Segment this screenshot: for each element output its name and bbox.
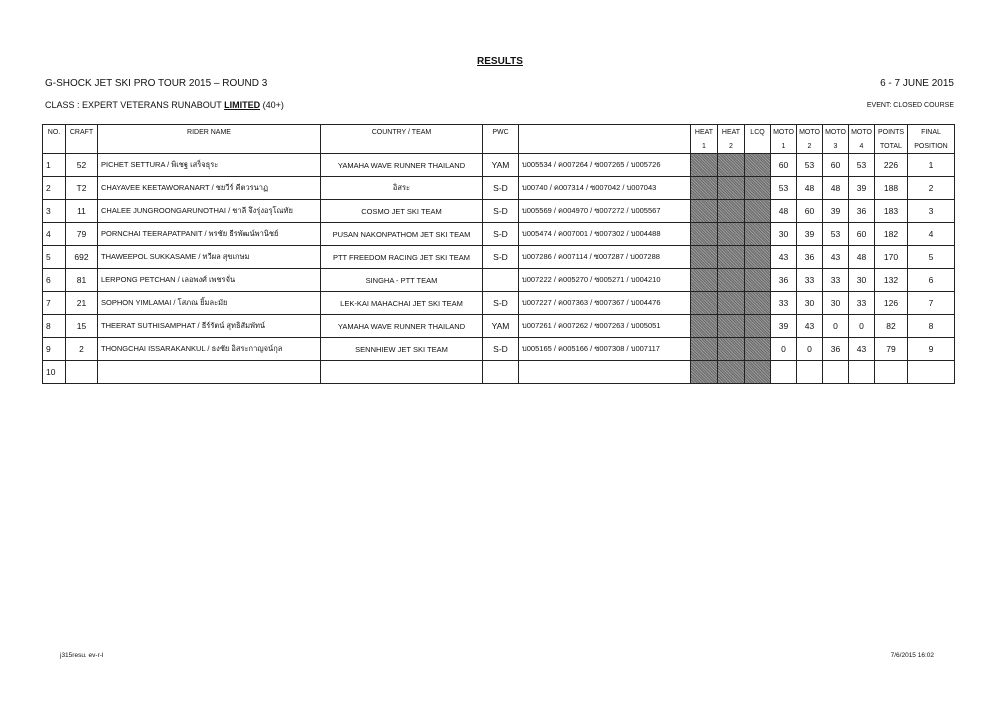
- cell-m1: 33: [771, 292, 797, 315]
- cell-reg: บ005534 / ค007264 / ซ007265 / บ005726: [519, 154, 691, 177]
- cell-hatched: [745, 154, 771, 177]
- col-moto4: MOTO: [849, 125, 875, 140]
- cell-craft: 15: [66, 315, 98, 338]
- cell-m1: [771, 361, 797, 384]
- col-moto2-num: 2: [797, 139, 823, 154]
- cell-craft: 52: [66, 154, 98, 177]
- cell-pwc: S-D: [483, 292, 519, 315]
- cell-no: 4: [43, 223, 66, 246]
- col-heat1: HEAT: [691, 125, 718, 140]
- cell-hatched: [745, 361, 771, 384]
- col-reg: [519, 125, 691, 140]
- event-name: G-SHOCK JET SKI PRO TOUR 2015 – ROUND 3: [45, 78, 268, 89]
- cell-reg: บ007286 / ค007114 / ซ007287 / บ007288: [519, 246, 691, 269]
- cell-m2: 48: [797, 177, 823, 200]
- cell-m4: 48: [849, 246, 875, 269]
- page-title: RESULTS: [477, 56, 523, 67]
- cell-team: LEK-KAI MAHACHAI JET SKI TEAM: [321, 292, 483, 315]
- event-date: 6 - 7 JUNE 2015: [880, 78, 954, 89]
- cell-m2: 36: [797, 246, 823, 269]
- footer-file-code: j315resu. ev-r-l: [60, 652, 104, 659]
- header-row-top: [43, 125, 955, 140]
- cell-reg: [519, 361, 691, 384]
- cell-craft: T2: [66, 177, 98, 200]
- cell-hatched: [745, 177, 771, 200]
- cell-m2: 30: [797, 292, 823, 315]
- cell-no: 1: [43, 154, 66, 177]
- col-moto2: MOTO: [797, 125, 823, 140]
- event-type: EVENT: CLOSED COURSE: [866, 102, 954, 109]
- cell-m4: 53: [849, 154, 875, 177]
- class-prefix: CLASS : EXPERT VETERANS RUNABOUT: [45, 100, 222, 110]
- class-limited: LIMITED: [224, 100, 261, 110]
- cell-team: YAMAHA WAVE RUNNER THAILAND: [321, 315, 483, 338]
- cell-m2: 53: [797, 154, 823, 177]
- cell-rider: CHAYAVEE KEETAWORANART / ชยวีร์ คีตวรนาฏ: [98, 177, 321, 200]
- cell-pos: [908, 361, 955, 384]
- cell-rider: PICHET SETTURA / พิเชฐ เสร็จธุระ: [98, 154, 321, 177]
- cell-reg: บ005165 / ค005166 / ซ007308 / บ007117: [519, 338, 691, 361]
- cell-hatched: [691, 154, 718, 177]
- cell-hatched: [691, 361, 718, 384]
- cell-m4: 39: [849, 177, 875, 200]
- cell-hatched: [691, 246, 718, 269]
- cell-craft: 692: [66, 246, 98, 269]
- cell-craft: 11: [66, 200, 98, 223]
- cell-m3: 39: [823, 200, 849, 223]
- table-row: [43, 292, 955, 315]
- cell-m3: 60: [823, 154, 849, 177]
- table-row: [43, 338, 955, 361]
- header-row-bottom: [43, 139, 955, 154]
- cell-no: 5: [43, 246, 66, 269]
- cell-hatched: [718, 338, 745, 361]
- cell-craft: 81: [66, 269, 98, 292]
- cell-rider: THAWEEPOL SUKKASAME / ทวีผล สุขเกษม: [98, 246, 321, 269]
- cell-m4: 36: [849, 200, 875, 223]
- col-heat2-num: 2: [718, 139, 745, 154]
- col-heat1-num: 1: [691, 139, 718, 154]
- table-row: [43, 246, 955, 269]
- table-row: [43, 154, 955, 177]
- cell-m3: 0: [823, 315, 849, 338]
- cell-m4: 33: [849, 292, 875, 315]
- cell-hatched: [718, 315, 745, 338]
- col-no: NO.: [43, 125, 66, 140]
- table-row: [43, 177, 955, 200]
- cell-m4: 43: [849, 338, 875, 361]
- cell-pwc: YAM: [483, 154, 519, 177]
- cell-m2: [797, 361, 823, 384]
- cell-no: 7: [43, 292, 66, 315]
- cell-pwc: [483, 269, 519, 292]
- cell-total: 170: [875, 246, 908, 269]
- cell-m3: 30: [823, 292, 849, 315]
- cell-hatched: [718, 246, 745, 269]
- cell-rider: PORNCHAI TEERAPATPANIT / พรชัย ธีรพัฒน์พานิชย์: [98, 223, 321, 246]
- cell-team: [321, 361, 483, 384]
- cell-pos: 9: [908, 338, 955, 361]
- cell-craft: 2: [66, 338, 98, 361]
- cell-pos: 6: [908, 269, 955, 292]
- cell-m1: 36: [771, 269, 797, 292]
- footer-timestamp: 7/6/2015 16:02: [890, 652, 934, 659]
- col-team: COUNTRY / TEAM: [321, 125, 483, 140]
- col-total: TOTAL: [875, 139, 908, 154]
- cell-reg: บ00740 / ค007314 / ซ007042 / บ007043: [519, 177, 691, 200]
- cell-m3: 36: [823, 338, 849, 361]
- cell-m2: 39: [797, 223, 823, 246]
- cell-hatched: [718, 200, 745, 223]
- cell-total: 132: [875, 269, 908, 292]
- cell-craft: 79: [66, 223, 98, 246]
- col-final: FINAL: [908, 125, 955, 140]
- cell-m4: [849, 361, 875, 384]
- cell-m3: [823, 361, 849, 384]
- cell-m4: 30: [849, 269, 875, 292]
- class-line: [45, 100, 284, 110]
- cell-total: 226: [875, 154, 908, 177]
- cell-team: SINGHA - PTT TEAM: [321, 269, 483, 292]
- cell-m2: 43: [797, 315, 823, 338]
- cell-hatched: [745, 338, 771, 361]
- cell-no: 8: [43, 315, 66, 338]
- cell-m1: 53: [771, 177, 797, 200]
- cell-m1: 30: [771, 223, 797, 246]
- cell-m2: 33: [797, 269, 823, 292]
- cell-team: COSMO JET SKI TEAM: [321, 200, 483, 223]
- cell-hatched: [718, 177, 745, 200]
- cell-hatched: [691, 223, 718, 246]
- cell-pos: 3: [908, 200, 955, 223]
- cell-hatched: [691, 292, 718, 315]
- cell-hatched: [718, 292, 745, 315]
- cell-pos: 5: [908, 246, 955, 269]
- cell-craft: [66, 361, 98, 384]
- col-pwc: PWC: [483, 125, 519, 140]
- cell-hatched: [718, 269, 745, 292]
- cell-pwc: S-D: [483, 246, 519, 269]
- cell-rider: LERPONG PETCHAN / เลอพงศ์ เพชรจั่น: [98, 269, 321, 292]
- table-row: [43, 200, 955, 223]
- cell-no: 2: [43, 177, 66, 200]
- col-heat2: HEAT: [718, 125, 745, 140]
- cell-reg: บ007261 / ค007262 / ซ007263 / บ005051: [519, 315, 691, 338]
- cell-reg: บ005569 / ค004970 / ซ007272 / บ005567: [519, 200, 691, 223]
- col-craft: CRAFT: [66, 125, 98, 140]
- cell-pos: 8: [908, 315, 955, 338]
- table-row: [43, 269, 955, 292]
- cell-m1: 43: [771, 246, 797, 269]
- cell-no: 3: [43, 200, 66, 223]
- cell-rider: SOPHON YIMLAMAI / โสภณ ยิ้มละมัย: [98, 292, 321, 315]
- cell-rider: THONGCHAI ISSARAKANKUL / ธงชัย อิสระกาญจน์กุล: [98, 338, 321, 361]
- col-moto1: MOTO: [771, 125, 797, 140]
- cell-hatched: [718, 361, 745, 384]
- cell-hatched: [745, 315, 771, 338]
- cell-hatched: [745, 269, 771, 292]
- cell-m1: 60: [771, 154, 797, 177]
- cell-reg: บ007227 / ค007363 / ซ007367 / บ004476: [519, 292, 691, 315]
- cell-no: 6: [43, 269, 66, 292]
- col-moto1-num: 1: [771, 139, 797, 154]
- cell-pwc: YAM: [483, 315, 519, 338]
- cell-hatched: [691, 200, 718, 223]
- col-points: POINTS: [875, 125, 908, 140]
- cell-hatched: [745, 246, 771, 269]
- cell-hatched: [691, 315, 718, 338]
- cell-total: 82: [875, 315, 908, 338]
- cell-total: 182: [875, 223, 908, 246]
- cell-m2: 60: [797, 200, 823, 223]
- col-lcq: LCQ: [745, 125, 771, 140]
- cell-m1: 48: [771, 200, 797, 223]
- cell-m3: 48: [823, 177, 849, 200]
- cell-reg: บ005474 / ค007001 / ซ007302 / บ004488: [519, 223, 691, 246]
- cell-team: อิสระ: [321, 177, 483, 200]
- cell-team: PTT FREEDOM RACING JET SKI TEAM: [321, 246, 483, 269]
- cell-rider: THEERAT SUTHISAMPHAT / ธีร์รัตน์ สุทธิสัมพัทน์: [98, 315, 321, 338]
- cell-hatched: [691, 269, 718, 292]
- cell-total: 188: [875, 177, 908, 200]
- cell-hatched: [691, 177, 718, 200]
- cell-pos: 1: [908, 154, 955, 177]
- cell-m3: 43: [823, 246, 849, 269]
- cell-pwc: [483, 361, 519, 384]
- cell-m2: 0: [797, 338, 823, 361]
- cell-pos: 7: [908, 292, 955, 315]
- col-moto3-num: 3: [823, 139, 849, 154]
- cell-hatched: [718, 223, 745, 246]
- cell-pwc: S-D: [483, 200, 519, 223]
- cell-pwc: S-D: [483, 223, 519, 246]
- cell-reg: บ007222 / ค005270 / ซ005271 / บ004210: [519, 269, 691, 292]
- table-row: [43, 315, 955, 338]
- cell-pwc: S-D: [483, 177, 519, 200]
- cell-craft: 21: [66, 292, 98, 315]
- cell-pwc: S-D: [483, 338, 519, 361]
- cell-no: 9: [43, 338, 66, 361]
- cell-m1: 0: [771, 338, 797, 361]
- col-rider: RIDER NAME: [98, 125, 321, 140]
- col-moto3: MOTO: [823, 125, 849, 140]
- cell-hatched: [745, 200, 771, 223]
- cell-hatched: [691, 338, 718, 361]
- cell-hatched: [745, 223, 771, 246]
- cell-hatched: [745, 292, 771, 315]
- cell-total: 79: [875, 338, 908, 361]
- class-age: (40+): [262, 100, 284, 110]
- cell-total: 126: [875, 292, 908, 315]
- cell-m3: 53: [823, 223, 849, 246]
- cell-team: PUSAN NAKONPATHOM JET SKI TEAM: [321, 223, 483, 246]
- cell-hatched: [718, 154, 745, 177]
- cell-m4: 60: [849, 223, 875, 246]
- cell-no: 10: [43, 361, 66, 384]
- cell-rider: [98, 361, 321, 384]
- cell-total: [875, 361, 908, 384]
- cell-m1: 39: [771, 315, 797, 338]
- cell-m3: 33: [823, 269, 849, 292]
- cell-team: YAMAHA WAVE RUNNER THAILAND: [321, 154, 483, 177]
- results-table: [42, 124, 955, 384]
- col-moto4-num: 4: [849, 139, 875, 154]
- col-position: POSITION: [908, 139, 955, 154]
- cell-team: SENNHIEW JET SKI TEAM: [321, 338, 483, 361]
- cell-total: 183: [875, 200, 908, 223]
- cell-pos: 4: [908, 223, 955, 246]
- table-row: [43, 223, 955, 246]
- cell-m4: 0: [849, 315, 875, 338]
- cell-pos: 2: [908, 177, 955, 200]
- table-row: [43, 361, 955, 384]
- cell-rider: CHALEE JUNGROONGARUNOTHAI / ชาลี จึงรุ่งอรุโณทัย: [98, 200, 321, 223]
